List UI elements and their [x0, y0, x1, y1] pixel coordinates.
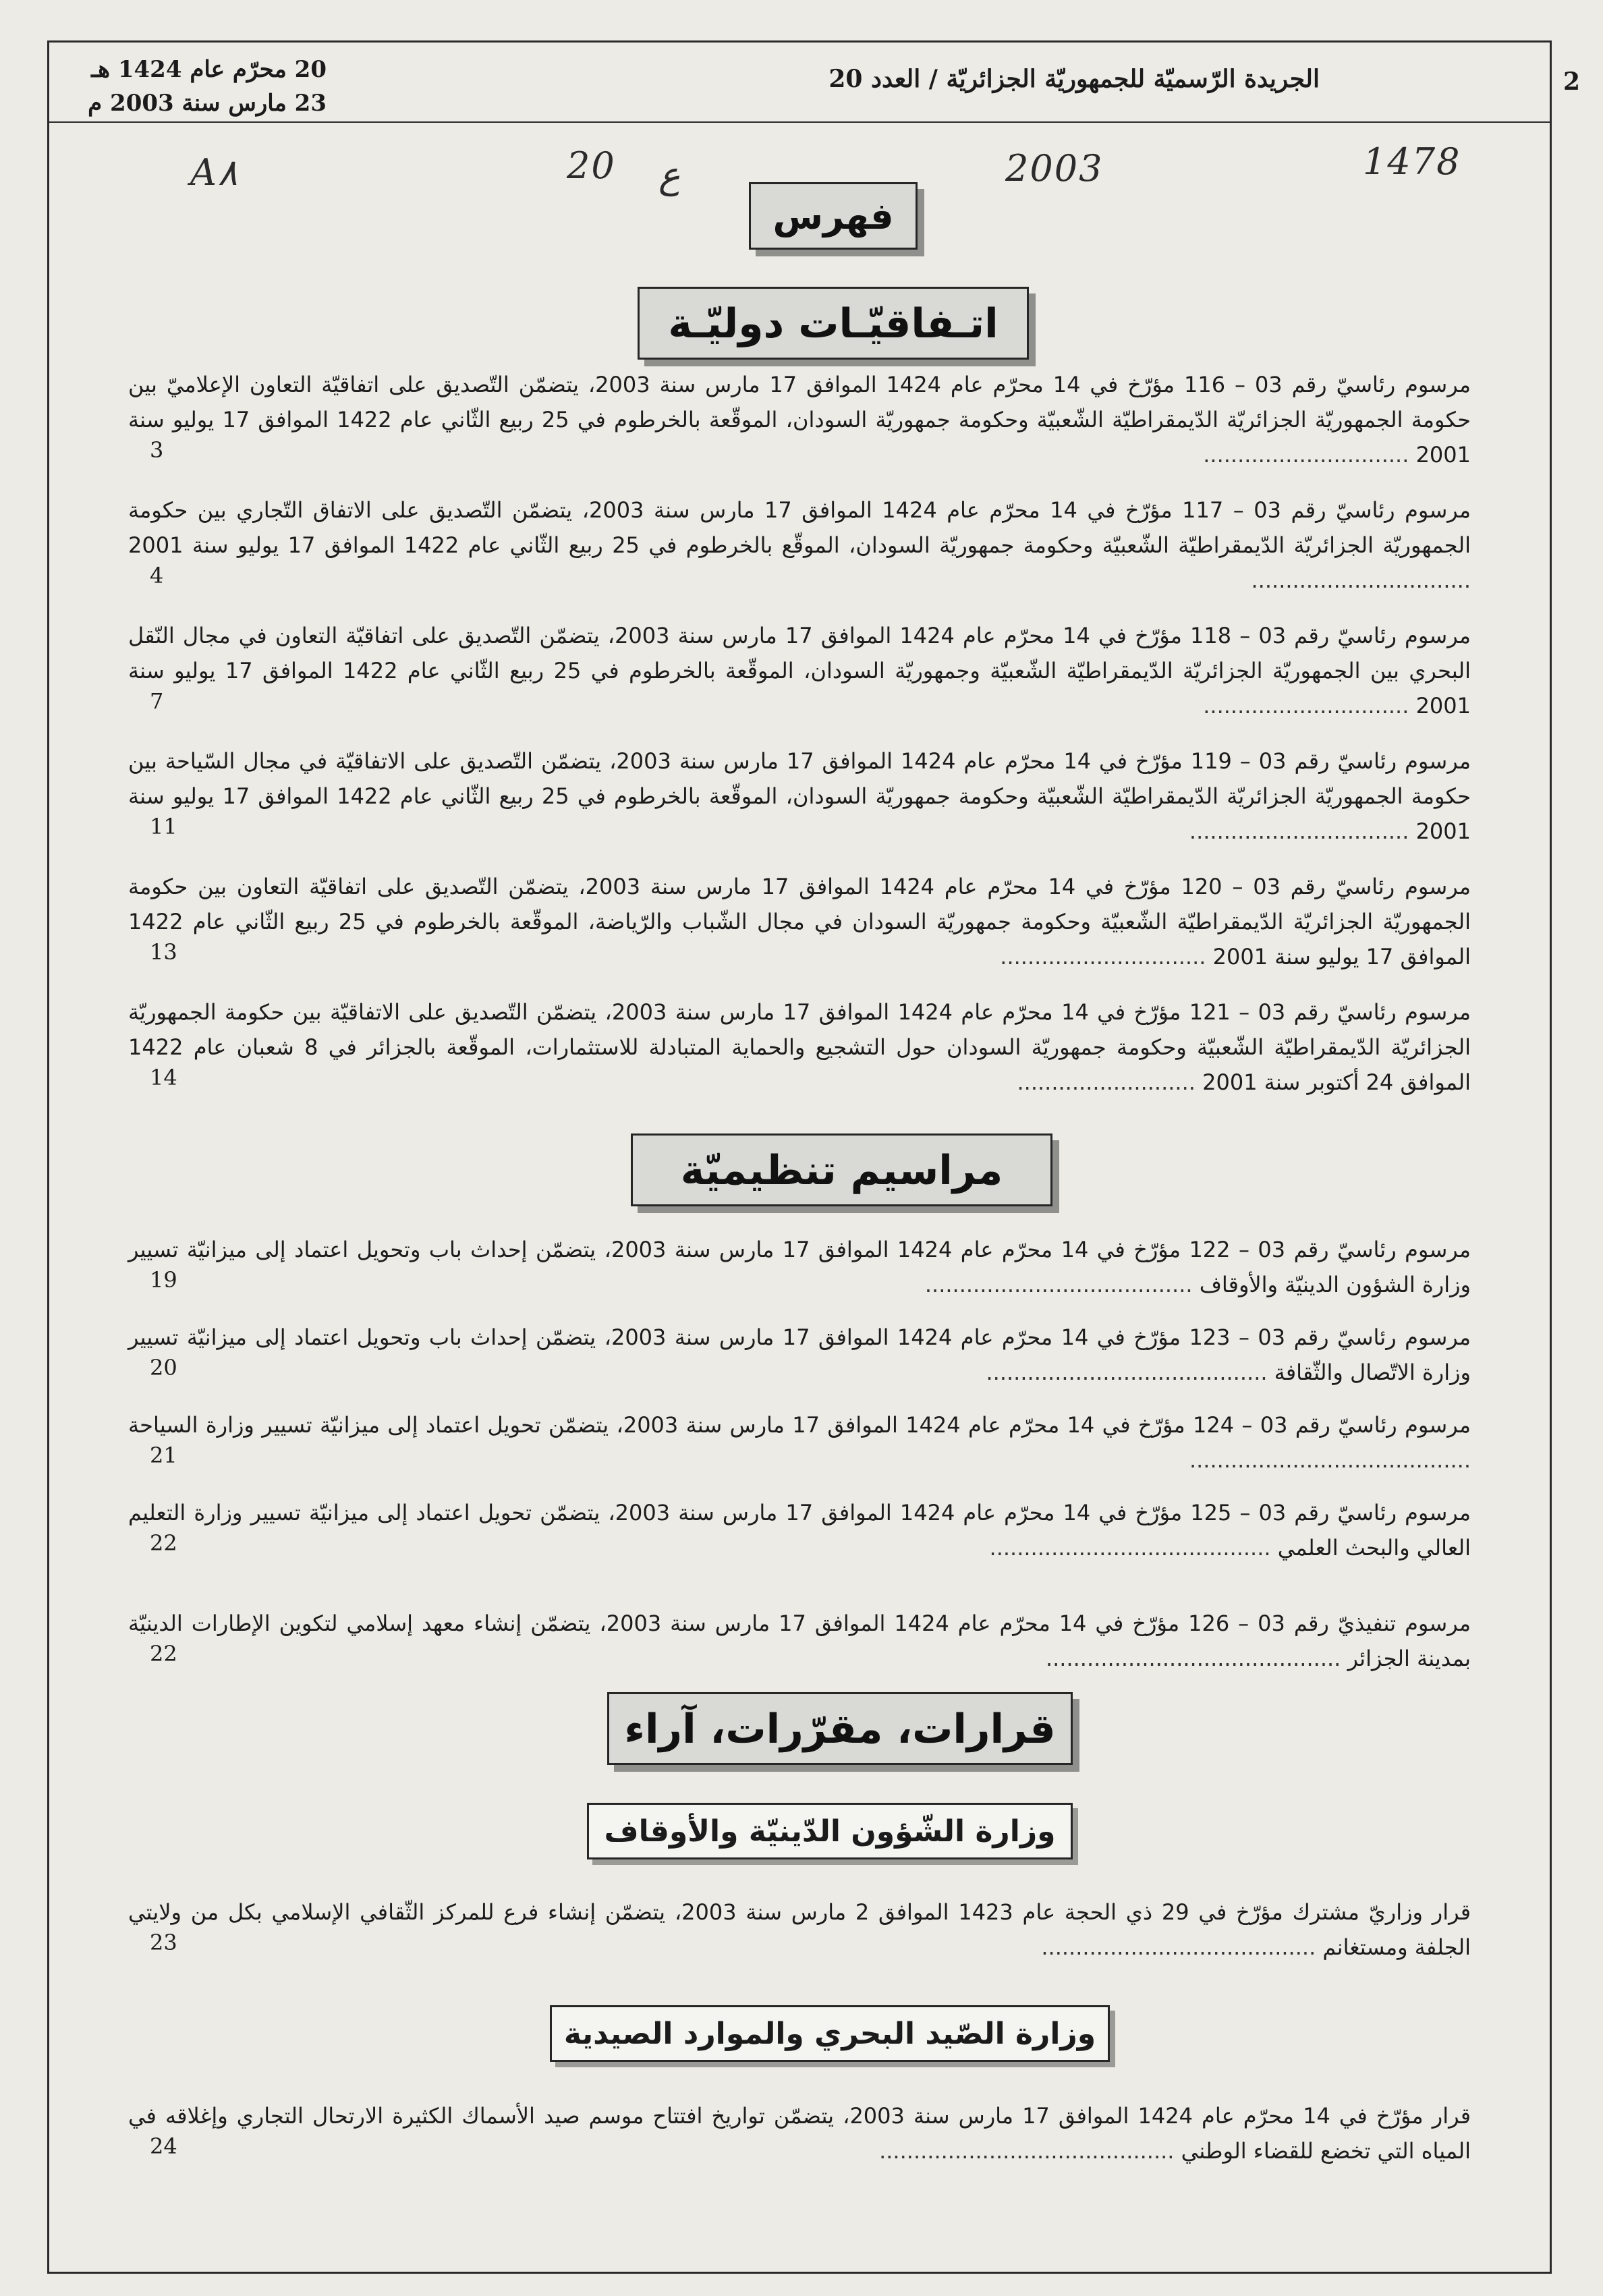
entry-text: مرسوم رئاسيّ رقم 03 – 121 مؤرّخ في 14 محرّم عام 1424 الموافق 17 مارس سنة 2003، يتضمّن التّصديق على الاتفاقيّة بين حكومة الجمهوريّة الجزائريّة الدّيمقراطيّة الشّعبيّة وحكومة جمهوريّة السودان حول التشجيع والحماية المتبادلة للاستثمارات، الموقّعة بالجزائر في 8 شعبان عام 1422 الموافق 24 أكتوبر سنة 2001: [128, 999, 1471, 1095]
entry-text: مرسوم رئاسيّ رقم 03 – 124 مؤرّخ في 14 محرّم عام 1424 الموافق 17 مارس سنة 2003، يتضمّن تحويل اعتماد إلى ميزانيّة تسيير وزارة السياحة: [128, 1412, 1471, 1438]
entry-page-number: 3: [150, 437, 164, 463]
toc-entry: مرسوم رئاسيّ رقم 03 – 120 مؤرّخ في 14 محرّم عام 1424 الموافق 17 مارس سنة 2003، يتضمّن التّصديق على اتفاقيّة التعاون بين حكومة الجمهوريّة الجزائريّة الدّيمقراطيّة الشّعبيّة وحكومة جمهوريّة السودان في مجال الشّباب والرّياضة، الموقّعة بالخرطوم في 25 ربيع الثّاني عام 1422 الموافق 17 يوليو سنة 2001 ..............................: [128, 874, 1471, 970]
entry-text: قرار مؤرّخ في 14 محرّم عام 1424 الموافق 17 مارس سنة 2003، يتضمّن تواريخ افتتاح موسم صيد الأسماك الكثيرة الارتحال التجاري وإغلاقه في المياه التي تخضع للقضاء الوطني: [128, 2103, 1471, 2164]
date-hijri: 20 محرّم عام 1424 هـ: [91, 56, 327, 83]
section-title-regulatory-decrees: مراسيم تنظيميّة: [631, 1133, 1052, 1206]
toc-entry: مرسوم رئاسيّ رقم 03 – 119 مؤرّخ في 14 محرّم عام 1424 الموافق 17 مارس سنة 2003، يتضمّن التّصديق على الاتفاقيّة في مجال السّياحة بين حكومة الجمهوريّة الجزائريّة الدّيمقراطيّة الشّعبيّة وحكومة جمهوريّة السودان، الموقّعة بالخرطوم في 25 ربيع الثّاني عام 1422 الموافق 17 يوليو سنة 2001 ................................: [128, 748, 1471, 844]
toc-entry: مرسوم رئاسيّ رقم 03 – 122 مؤرّخ في 14 محرّم عام 1424 الموافق 17 مارس سنة 2003، يتضمّن إحداث باب وتحويل اعتماد إلى ميزانيّة تسيير وزارة الشؤون الدينيّة والأوقاف .......................................: [128, 1237, 1471, 1297]
entry-text: قرار وزاريّ مشترك مؤرّخ في 29 ذي الحجة عام 1423 الموافق 2 مارس سنة 2003، يتضمّن إنشاء فرع للمركز الثّقافي الإسلامي بكل من ولايتي الجلفة ومستغانم: [128, 1899, 1471, 1960]
entry-text: مرسوم رئاسيّ رقم 03 – 117 مؤرّخ في 14 محرّم عام 1424 الموافق 17 مارس سنة 2003، يتضمّن التّصديق على الاتفاق التّجاري بين حكومة الجمهوريّة الجزائريّة الدّيمقراطيّة الشّعبيّة وحكومة جمهوريّة السودان، الموقّع بالخرطوم في 25 ربيع الثّاني عام 1422 الموافق 17 يوليو سنة 2001: [128, 497, 1471, 558]
toc-entry: قرار وزاريّ مشترك مؤرّخ في 29 ذي الحجة عام 1423 الموافق 2 مارس سنة 2003، يتضمّن إنشاء فرع للمركز الثّقافي الإسلامي بكل من ولايتي الجلفة ومستغانم ........................................: [128, 1899, 1471, 1960]
section-title-decisions: قرارات، مقرّرات، آراء: [607, 1692, 1073, 1765]
toc-entry: قرار مؤرّخ في 14 محرّم عام 1424 الموافق 17 مارس سنة 2003، يتضمّن تواريخ افتتاح موسم صيد الأسماك الكثيرة الارتحال التجاري وإغلاقه في المياه التي تخضع للقضاء الوطني ...........................................: [128, 2103, 1471, 2164]
toc-entry: مرسوم تنفيذيّ رقم 03 – 126 مؤرّخ في 14 محرّم عام 1424 الموافق 17 مارس سنة 2003، يتضمّن إنشاء معهد إسلامي لتكوين الإطارات الدينيّة بمدينة الجزائر ...........................................: [128, 1611, 1471, 1671]
entry-page-number: 13: [150, 939, 177, 965]
entry-page-number: 20: [150, 1355, 177, 1380]
page-number: 2: [1563, 67, 1580, 96]
gazette-title: الجريدة الرّسميّة للجمهوريّة الجزائريّة / العدد 20: [828, 65, 1320, 93]
issue-date: [70, 53, 327, 120]
ministry-religious-affairs: وزارة الشّؤون الدّينيّة والأوقاف: [587, 1803, 1073, 1859]
entry-text: مرسوم رئاسيّ رقم 03 – 125 مؤرّخ في 14 محرّم عام 1424 الموافق 17 مارس سنة 2003، يتضمّن تحويل اعتماد إلى ميزانيّة تسيير وزارة التعليم العالي والبحث العلمي: [128, 1500, 1471, 1561]
entry-text: مرسوم رئاسيّ رقم 03 – 123 مؤرّخ في 14 محرّم عام 1424 الموافق 17 مارس سنة 2003، يتضمّن إحداث باب وتحويل اعتماد إلى ميزانيّة تسيير وزارة الاتّصال والثّقافة: [128, 1324, 1471, 1385]
index-title: فهرس: [749, 182, 918, 250]
entry-text: مرسوم رئاسيّ رقم 03 – 122 مؤرّخ في 14 محرّم عام 1424 الموافق 17 مارس سنة 2003، يتضمّن إحداث باب وتحويل اعتماد إلى ميزانيّة تسيير وزارة الشؤون الدينيّة والأوقاف: [128, 1237, 1471, 1297]
handwritten-mark-a: A٨: [190, 151, 238, 194]
handwritten-mark-c: ع: [658, 154, 681, 196]
entry-page-number: 4: [150, 563, 164, 588]
entry-page-number: 19: [150, 1267, 177, 1293]
entry-page-number: 21: [150, 1443, 177, 1468]
handwritten-mark-e: 1478: [1363, 140, 1461, 183]
entry-page-number: 23: [150, 1930, 177, 1955]
entry-page-number: 22: [150, 1530, 177, 1556]
toc-entry: مرسوم رئاسيّ رقم 03 – 118 مؤرّخ في 14 محرّم عام 1424 الموافق 17 مارس سنة 2003، يتضمّن التّصديق على اتفاقيّة التعاون في مجال النّقل البحري بين الجمهوريّة الجزائريّة الدّيمقراطيّة الشّعبيّة وجمهوريّة السودان، الموقّعة بالخرطوم في 25 ربيع الثّاني عام 1422 الموافق 17 يوليو سنة 2001 ..............................: [128, 623, 1471, 719]
toc-entry: مرسوم رئاسيّ رقم 03 – 117 مؤرّخ في 14 محرّم عام 1424 الموافق 17 مارس سنة 2003، يتضمّن التّصديق على الاتفاق التّجاري بين حكومة الجمهوريّة الجزائريّة الدّيمقراطيّة الشّعبيّة وحكومة جمهوريّة السودان، الموقّع بالخرطوم في 25 ربيع الثّاني عام 1422 الموافق 17 يوليو سنة 2001 ................................: [128, 497, 1471, 593]
toc-entry: مرسوم رئاسيّ رقم 03 – 121 مؤرّخ في 14 محرّم عام 1424 الموافق 17 مارس سنة 2003، يتضمّن التّصديق على الاتفاقيّة بين حكومة الجمهوريّة الجزائريّة الدّيمقراطيّة الشّعبيّة وحكومة جمهوريّة السودان حول التشجيع والحماية المتبادلة للاستثمارات، الموقّعة بالجزائر في 8 شعبان عام 1422 الموافق 24 أكتوبر سنة 2001 ..........................: [128, 999, 1471, 1095]
entry-page-number: 22: [150, 1641, 177, 1667]
toc-entry: مرسوم رئاسيّ رقم 03 – 116 مؤرّخ في 14 محرّم عام 1424 الموافق 17 مارس سنة 2003، يتضمّن التّصديق على اتفاقيّة التعاون الإعلاميّ بين حكومة الجمهوريّة الجزائريّة الدّيمقراطيّة الشّعبيّة وحكومة جمهوريّة السودان، الموقّعة بالخرطوم في 25 ربيع الثّاني عام 1422 الموافق 17 يوليو سنة 2001 ..............................: [128, 372, 1471, 468]
entry-page-number: 11: [150, 814, 177, 839]
header-rule: [47, 121, 1552, 123]
section-title-international-agreements: اتـفاقيّـات دوليّـة: [638, 287, 1029, 360]
entry-page-number: 14: [150, 1065, 177, 1090]
handwritten-mark-d: 2003: [1005, 147, 1104, 190]
handwritten-mark-b: 20: [567, 144, 616, 187]
ministry-fisheries: وزارة الصّيد البحري والموارد الصيدية: [550, 2005, 1110, 2062]
entry-page-number: 7: [150, 688, 164, 714]
entry-text: مرسوم رئاسيّ رقم 03 – 120 مؤرّخ في 14 محرّم عام 1424 الموافق 17 مارس سنة 2003، يتضمّن التّصديق على اتفاقيّة التعاون بين حكومة الجمهوريّة الجزائريّة الدّيمقراطيّة الشّعبيّة وحكومة جمهوريّة السودان في مجال الشّباب والرّياضة، الموقّعة بالخرطوم في 25 ربيع الثّاني عام 1422 الموافق 17 يوليو سنة 2001: [128, 874, 1471, 970]
toc-entry: مرسوم رئاسيّ رقم 03 – 124 مؤرّخ في 14 محرّم عام 1424 الموافق 17 مارس سنة 2003، يتضمّن تحويل اعتماد إلى ميزانيّة تسيير وزارة السياحة .........................................: [128, 1412, 1471, 1473]
entry-text: مرسوم رئاسيّ رقم 03 – 116 مؤرّخ في 14 محرّم عام 1424 الموافق 17 مارس سنة 2003، يتضمّن التّصديق على اتفاقيّة التعاون الإعلاميّ بين حكومة الجمهوريّة الجزائريّة الدّيمقراطيّة الشّعبيّة وحكومة جمهوريّة السودان، الموقّعة بالخرطوم في 25 ربيع الثّاني عام 1422 الموافق 17 يوليو سنة 2001: [128, 372, 1471, 468]
entry-text: مرسوم رئاسيّ رقم 03 – 119 مؤرّخ في 14 محرّم عام 1424 الموافق 17 مارس سنة 2003، يتضمّن التّصديق على الاتفاقيّة في مجال السّياحة بين حكومة الجمهوريّة الجزائريّة الدّيمقراطيّة الشّعبيّة وحكومة جمهوريّة السودان، الموقّعة بالخرطوم في 25 ربيع الثّاني عام 1422 الموافق 17 يوليو سنة 2001: [128, 748, 1471, 844]
date-gregorian: 23 مارس سنة 2003 م: [88, 90, 327, 117]
toc-entry: مرسوم رئاسيّ رقم 03 – 125 مؤرّخ في 14 محرّم عام 1424 الموافق 17 مارس سنة 2003، يتضمّن تحويل اعتماد إلى ميزانيّة تسيير وزارة التعليم العالي والبحث العلمي .........................................: [128, 1500, 1471, 1561]
entry-text: مرسوم رئاسيّ رقم 03 – 118 مؤرّخ في 14 محرّم عام 1424 الموافق 17 مارس سنة 2003، يتضمّن التّصديق على اتفاقيّة التعاون في مجال النّقل البحري بين الجمهوريّة الجزائريّة الدّيمقراطيّة الشّعبيّة وجمهوريّة السودان، الموقّعة بالخرطوم في 25 ربيع الثّاني عام 1422 الموافق 17 يوليو سنة 2001: [128, 623, 1471, 719]
entry-page-number: 24: [150, 2133, 177, 2159]
toc-entry: مرسوم رئاسيّ رقم 03 – 123 مؤرّخ في 14 محرّم عام 1424 الموافق 17 مارس سنة 2003، يتضمّن إحداث باب وتحويل اعتماد إلى ميزانيّة تسيير وزارة الاتّصال والثّقافة .........................................: [128, 1324, 1471, 1385]
entry-text: مرسوم تنفيذيّ رقم 03 – 126 مؤرّخ في 14 محرّم عام 1424 الموافق 17 مارس سنة 2003، يتضمّن إنشاء معهد إسلامي لتكوين الإطارات الدينيّة بمدينة الجزائر: [128, 1611, 1471, 1671]
